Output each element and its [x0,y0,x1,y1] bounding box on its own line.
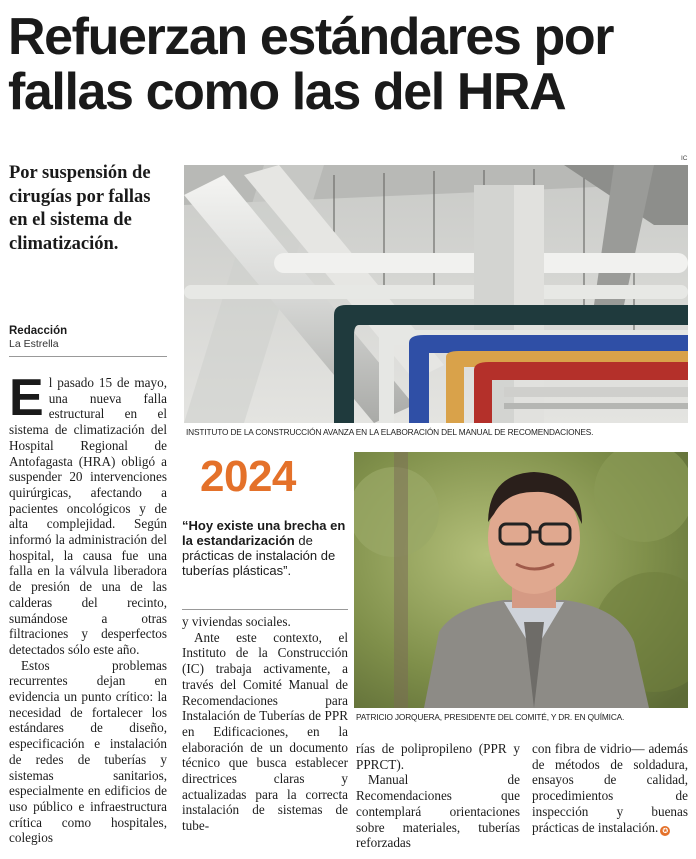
pull-quote [182,518,348,578]
byline-publication: La Estrella [9,338,59,350]
body-paragraph: y viviendas sociales. [182,614,291,629]
body-paragraph: Estos problemas recurrentes dejan en evidencia un punto crítico: la necesidad de fortalecer los estándares de diseño, especificación e instalación de redes de tuberías y sistemas sanitarios, especialmente en edificios de uso público e infraestructura crítica como hospitales, colegios [9,657,167,846]
portrait-photo [354,452,688,708]
dropcap: E [9,369,44,427]
body-paragraph: rías de polipropileno (PPR y PPRCT). [356,741,520,772]
pull-quote-rest: de prácticas de instalación de tuberías plásticas”. [182,533,336,578]
body-column-1 [9,369,167,846]
photo-credit: IC [681,155,688,162]
body-paragraph: Manual de Recomendaciones que contemplará orientaciones sobre materiales, tuberías reforzadas [356,772,520,851]
body-column-4 [532,741,688,836]
pipes-photo [184,165,688,423]
body-column-2 [182,614,348,834]
pipes-illustration [184,165,688,423]
deck-subtitle: Por suspensión de cirugías por fallas en el sistema de climatización. [9,163,151,254]
portrait-illustration [354,452,688,708]
body-column-3 [356,741,520,851]
body-paragraph: con fibra de vidrio— además de métodos de soldadura, ensayos de calidad, procedimientos de inspección y buenas prácticas de instalación. [532,741,688,835]
pull-quote-bold: “Hoy existe una brecha en la estandarización [182,518,346,548]
end-mark-icon: ✪ [660,826,670,836]
divider [9,356,167,357]
photo1-caption: INSTITUTO DE LA CONSTRUCCIÓN AVANZA EN LA ELABORACIÓN DEL MANUAL DE RECOMENDACIONES. [186,427,594,437]
body-paragraph: Ante este contexto, el Instituto de la Construcción (IC) trabaja activamente, a través del Comité Manual de Recomendaciones para Instalación de Tuberías de PPR en Edificaciones, en la elaboración de un documento técnico que busca establecer directrices claras y actualizadas para la correcta instalación de sistemas de tube- [182,629,348,834]
byline-author: Redacción [9,325,68,337]
highlight-year: 2024 [200,452,296,501]
headline: Refuerzan estándares por fallas como las del HRA [8,8,614,121]
body-paragraph: l pasado 15 de mayo, una nueva falla estructural en el sistema de climatización del Hospital Regional de Antofagasta (HRA) obligó a suspender 20 intervenciones quirúrgicas, afectando a pacientes oncológicos y de alta complejidad. Según informó la administración del hospital, la causa fue una falla en la válvula liberadora de presión de una de las calderas del recinto, sumándose a otras filtraciones y desperfectos detectados sólo este año. [9,375,167,657]
byline [9,324,167,351]
photo2-caption: PATRICIO JORQUERA, PRESIDENTE DEL COMITÉ, Y DR. EN QUÍMICA. [356,712,625,722]
divider [182,609,348,610]
